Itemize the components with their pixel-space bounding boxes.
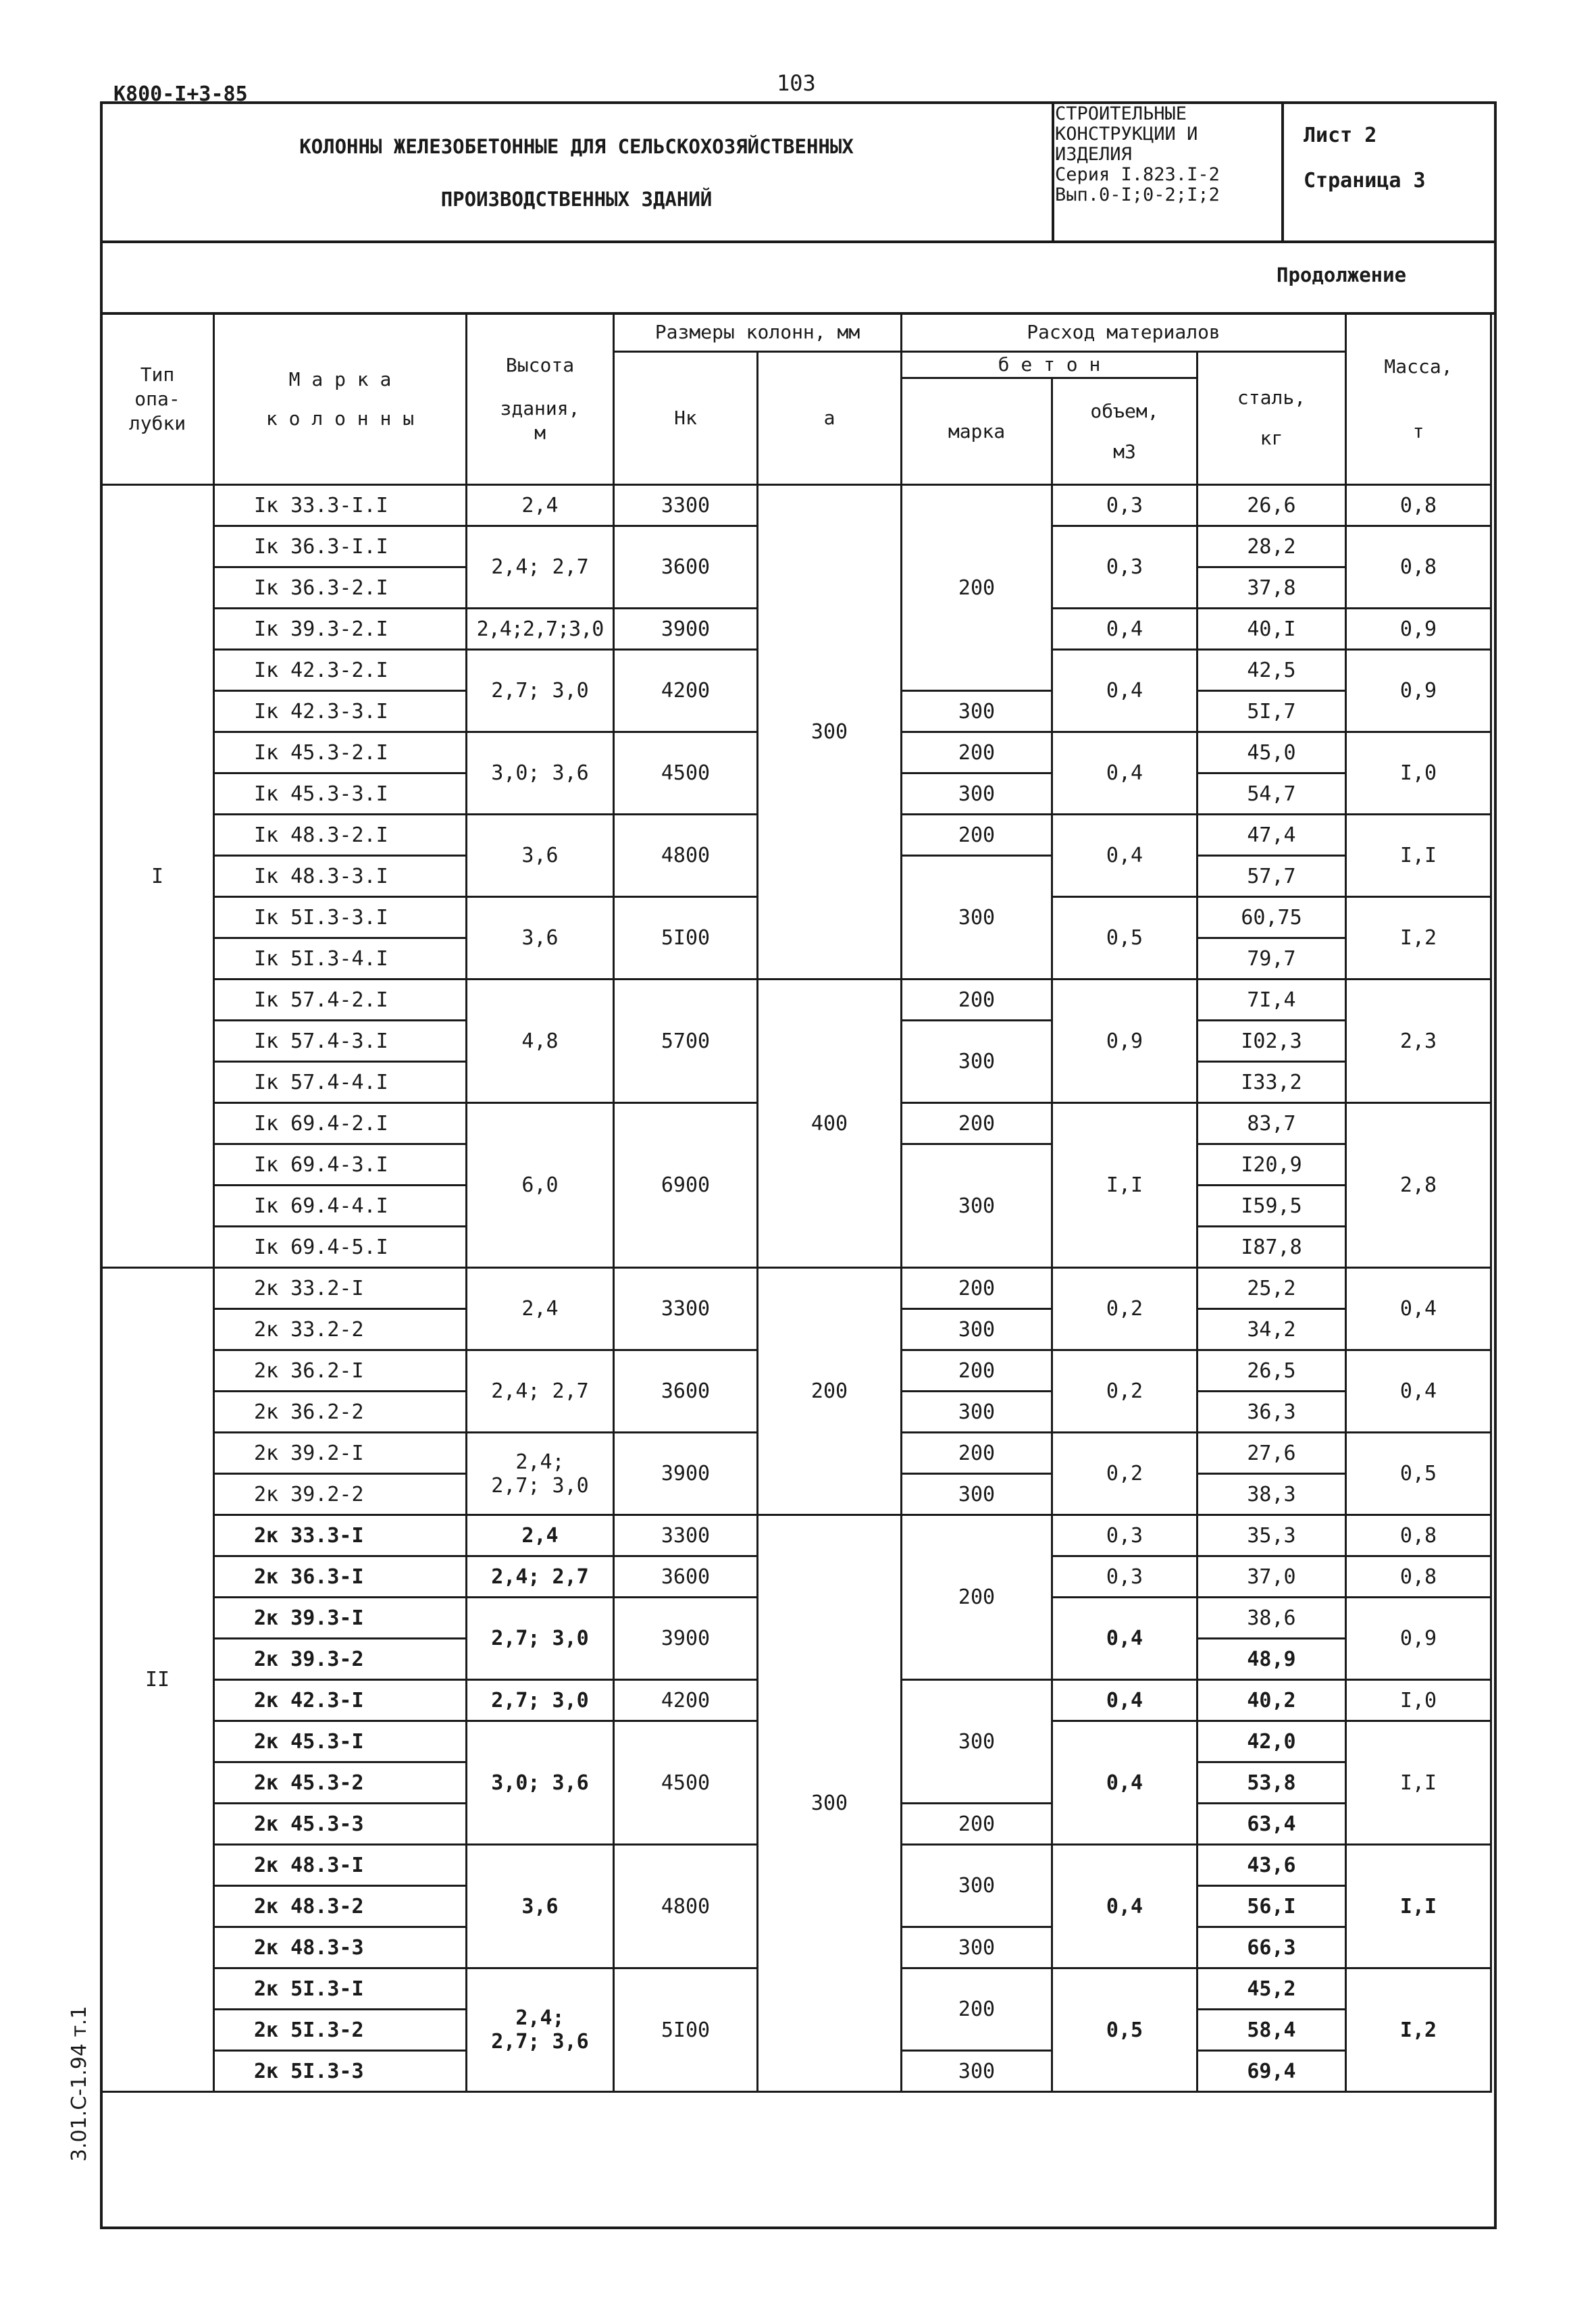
table-cell-mark: Iк 5I.3-4.I [214, 938, 467, 980]
table-cell-height: 2,4; 2,7 [467, 526, 614, 609]
table-cell-height: 2,4 [467, 485, 614, 526]
header-text: сталь, [1237, 386, 1306, 409]
page-number: 103 [777, 70, 816, 96]
table-cell-steel: 48,9 [1198, 1639, 1346, 1680]
table-cell-grade: 200 [902, 1968, 1052, 2051]
table-cell-height: 3,6 [467, 1845, 614, 1968]
table-cell-mark: 2к 33.2-I [214, 1268, 467, 1309]
table-cell-steel: 66,3 [1198, 1927, 1346, 1968]
table-cell-steel: 45,2 [1198, 1968, 1346, 2010]
table-cell-grade: 300 [902, 2051, 1052, 2092]
table-cell-volume: 0,5 [1052, 897, 1198, 980]
table-cell-volume: 0,4 [1052, 1598, 1198, 1680]
table-cell-height [467, 1433, 614, 1515]
table-cell-height: 6,0 [467, 1103, 614, 1268]
table-cell-height: 2,4 [467, 1268, 614, 1350]
table-cell-height: 3,6 [467, 815, 614, 897]
columns-table [100, 312, 1492, 2093]
document-title-line1: КОЛОННЫ ЖЕЛЕЗОБЕТОННЫЕ ДЛЯ СЕЛЬСКОХОЗЯЙСТВЕННЫХ [299, 135, 854, 158]
table-cell-volume: 0,2 [1052, 1268, 1198, 1350]
table-cell-mark: 2к 48.3-2 [214, 1886, 467, 1927]
table-cell-height: 4,8 [467, 980, 614, 1103]
sheet-label: Лист 2 [1304, 124, 1377, 147]
header-materials [902, 313, 1346, 352]
continuation-label: Продолжение [1277, 263, 1407, 286]
table-cell-steel: 79,7 [1198, 938, 1346, 980]
table-cell-mass: 0,4 [1346, 1350, 1491, 1433]
table-cell-grade: 300 [902, 1021, 1052, 1103]
series-line: Серия I.823.I-2 [1055, 164, 1220, 185]
table-cell-a: 400 [758, 980, 902, 1268]
table-cell-mark: Iк 48.3-2.I [214, 815, 467, 856]
table-cell-steel: 37,8 [1198, 567, 1346, 609]
table-cell-grade: 300 [902, 1309, 1052, 1350]
table-cell-steel: 69,4 [1198, 2051, 1346, 2092]
table-cell-grade: 300 [902, 1474, 1052, 1515]
type-cell: I [101, 485, 214, 1268]
table-cell-mass: I,0 [1346, 732, 1491, 815]
table-cell-mass: I,I [1346, 815, 1491, 897]
header-grade: марка [902, 378, 1052, 485]
header-text: Расход материалов [1027, 321, 1220, 343]
header-text: М а р к а [288, 367, 392, 390]
table-cell-hk: 3900 [614, 1433, 758, 1515]
table-cell-steel: 54,7 [1198, 773, 1346, 815]
document-title-line2: ПРОИЗВОДСТВЕННЫХ ЗДАНИЙ [440, 188, 713, 211]
table-cell-mass: 0,9 [1346, 609, 1491, 650]
table-cell-a: 200 [758, 1268, 902, 1515]
document-code: К800-I+3-85 [113, 82, 248, 106]
table-cell-hk: 5I00 [614, 897, 758, 980]
header-text: м3 [1113, 440, 1136, 463]
table-cell-height: 3,6 [467, 897, 614, 980]
header-height [467, 313, 614, 485]
table-cell-mark: Iк 69.4-2.I [214, 1103, 467, 1144]
height-line: 2,7; 3,6 [491, 2030, 589, 2054]
page-label: Страница 3 [1304, 169, 1426, 193]
table-cell-steel: I33,2 [1198, 1062, 1346, 1103]
table-cell-hk: 5I00 [614, 1968, 758, 2092]
header-text: Высота [505, 353, 575, 376]
table-cell-height: 2,7; 3,0 [467, 1680, 614, 1721]
header-text: к о л о н н ы [265, 407, 415, 430]
table-cell-steel: 42,0 [1198, 1721, 1346, 1762]
table-cell-mark: Iк 69.4-3.I [214, 1144, 467, 1186]
table-cell-steel: 42,5 [1198, 650, 1346, 691]
table-cell-mark: 2к 39.3-I [214, 1598, 467, 1639]
table-cell-grade: 200 [902, 1515, 1052, 1680]
table-cell-hk: 5700 [614, 980, 758, 1103]
table-cell-mark: 2к 45.3-3 [214, 1804, 467, 1845]
table-cell-mass: 2,3 [1346, 980, 1491, 1103]
table-cell-mass: 0,9 [1346, 1598, 1491, 1680]
table-cell-hk: 4800 [614, 815, 758, 897]
table-cell-grade: 300 [902, 856, 1052, 980]
table-cell-grade: 300 [902, 1144, 1052, 1268]
table-cell-mass: 0,5 [1346, 1433, 1491, 1515]
table-cell-hk: 4500 [614, 1721, 758, 1845]
table-cell-steel: 58,4 [1198, 2010, 1346, 2051]
header-text: Масса, [1384, 355, 1453, 378]
table-cell-steel: 26,6 [1198, 485, 1346, 526]
table-cell-steel: 40,I [1198, 609, 1346, 650]
series-line: КОНСТРУКЦИИ И [1055, 124, 1198, 145]
table-cell-grade: 300 [902, 773, 1052, 815]
table-cell-grade: 200 [902, 1103, 1052, 1144]
table-cell-hk: 4800 [614, 1845, 758, 1968]
table-cell-grade: 200 [902, 732, 1052, 773]
table-cell-mass: 0,8 [1346, 1515, 1491, 1556]
table-cell-steel: I02,3 [1198, 1021, 1346, 1062]
table-cell-hk: 6900 [614, 1103, 758, 1268]
height-line: 2,7; 3,0 [491, 1473, 589, 1498]
table-cell-hk: 3600 [614, 526, 758, 609]
table-cell-volume: 0,4 [1052, 609, 1198, 650]
table-cell-mark: Iк 45.3-3.I [214, 773, 467, 815]
table-cell-mark: Iк 39.3-2.I [214, 609, 467, 650]
header-text: Тип [140, 363, 175, 386]
table-cell-mass: 0,9 [1346, 650, 1491, 732]
table-cell-mark: 2к 5I.3-3 [214, 2051, 467, 2092]
header-text: объем, [1090, 399, 1159, 422]
table-cell-height [467, 1968, 614, 2092]
table-cell-grade: 300 [902, 1927, 1052, 1968]
table-cell-mass: I,0 [1346, 1680, 1491, 1721]
header-text: опа- [134, 387, 180, 410]
header-dims: Размеры колонн, мм [614, 313, 902, 352]
table-cell-grade: 200 [902, 1433, 1052, 1474]
header-mass [1346, 313, 1491, 485]
table-cell-steel: 5I,7 [1198, 691, 1346, 732]
table-cell-grade: 300 [902, 1680, 1052, 1804]
table-cell-mark: Iк 57.4-2.I [214, 980, 467, 1021]
table-cell-height: 2,4; 2,7 [467, 1350, 614, 1433]
table-cell-volume: 0,2 [1052, 1350, 1198, 1433]
table-cell-steel: 43,6 [1198, 1845, 1346, 1886]
table-cell-volume: 0,5 [1052, 1968, 1198, 2092]
table-cell-volume: 0,3 [1052, 485, 1198, 526]
table-cell-height: 2,7; 3,0 [467, 1598, 614, 1680]
table-cell-volume: 0,4 [1052, 1680, 1198, 1721]
table-cell-grade: 200 [902, 1350, 1052, 1392]
header-concrete: б е т о н [902, 352, 1198, 378]
header-hk: Нк [614, 352, 758, 485]
table-cell-height: 3,0; 3,6 [467, 732, 614, 815]
series-line: СТРОИТЕЛЬНЫЕ [1055, 103, 1187, 124]
header-divider [100, 240, 1497, 243]
table-cell-mark: Iк 48.3-3.I [214, 856, 467, 897]
table-cell-mark: Iк 36.3-2.I [214, 567, 467, 609]
table-cell-steel: 60,75 [1198, 897, 1346, 938]
table-cell-steel: 45,0 [1198, 732, 1346, 773]
height-line: 2,4; [515, 1450, 565, 1474]
table-cell-mass: I,I [1346, 1845, 1491, 1968]
header-steel [1198, 352, 1346, 485]
table-cell-steel: 38,6 [1198, 1598, 1346, 1639]
table-cell-steel: 56,I [1198, 1886, 1346, 1927]
table-cell-mass: 0,8 [1346, 485, 1491, 526]
table-cell-steel: 37,0 [1198, 1556, 1346, 1598]
table-cell-steel: I20,9 [1198, 1144, 1346, 1186]
table-cell-mark: 2к 36.2-I [214, 1350, 467, 1392]
table-cell-grade: 200 [902, 1268, 1052, 1309]
table-cell-mark: 2к 39.2-I [214, 1433, 467, 1474]
table-cell-mark: 2к 45.3-I [214, 1721, 467, 1762]
table-cell-hk: 4200 [614, 1680, 758, 1721]
header-mark [214, 313, 467, 485]
table-cell-steel: 53,8 [1198, 1762, 1346, 1804]
table-cell-grade: 300 [902, 1392, 1052, 1433]
table-cell-steel: 34,2 [1198, 1309, 1346, 1350]
table-cell-grade: 200 [902, 815, 1052, 856]
table-cell-volume: 0,4 [1052, 732, 1198, 815]
table-cell-grade: 300 [902, 691, 1052, 732]
table-cell-hk: 3300 [614, 485, 758, 526]
table-cell-grade: 200 [902, 1804, 1052, 1845]
table-cell-mark: 2к 39.3-2 [214, 1639, 467, 1680]
header-type [101, 313, 214, 485]
table-cell-volume: 0,4 [1052, 815, 1198, 897]
table-cell-mass: I,2 [1346, 1968, 1491, 2092]
table-cell-steel: 47,4 [1198, 815, 1346, 856]
table-cell-grade: 200 [902, 485, 1052, 691]
table-cell-mass: 0,4 [1346, 1268, 1491, 1350]
table-cell-volume: 0,4 [1052, 1721, 1198, 1845]
height-line: 2,4; [515, 2006, 565, 2030]
header-text: м [534, 421, 546, 444]
table-cell-grade: 200 [902, 980, 1052, 1021]
table-cell-mass: I,I [1346, 1721, 1491, 1845]
table-cell-mass: 2,8 [1346, 1103, 1491, 1268]
series-line: Вып.0-I;0-2;I;2 [1055, 184, 1220, 205]
table-cell-mark: 2к 45.3-2 [214, 1762, 467, 1804]
table-cell-height: 2,4; 2,7 [467, 1556, 614, 1598]
table-cell-mark: Iк 69.4-4.I [214, 1186, 467, 1227]
table-cell-steel: 83,7 [1198, 1103, 1346, 1144]
table-cell-steel: 57,7 [1198, 856, 1346, 897]
table-cell-a: 300 [758, 1515, 902, 2092]
table-cell-steel: I87,8 [1198, 1227, 1346, 1268]
table-cell-mark: Iк 69.4-5.I [214, 1227, 467, 1268]
table-cell-steel: 26,5 [1198, 1350, 1346, 1392]
table-cell-height: 2,7; 3,0 [467, 650, 614, 732]
table-cell-mark: Iк 45.3-2.I [214, 732, 467, 773]
header-text: кг [1260, 427, 1283, 449]
table-cell-hk: 4200 [614, 650, 758, 732]
table-cell-height: 3,0; 3,6 [467, 1721, 614, 1845]
table-cell-grade: 300 [902, 1845, 1052, 1927]
table-cell-steel: 38,3 [1198, 1474, 1346, 1515]
table-cell-steel: 35,3 [1198, 1515, 1346, 1556]
table-cell-mark: Iк 33.3-I.I [214, 485, 467, 526]
header-text: здания, [500, 397, 580, 419]
table-cell-hk: 3600 [614, 1556, 758, 1598]
table-cell-mark: Iк 57.4-3.I [214, 1021, 467, 1062]
table-cell-mark: Iк 42.3-2.I [214, 650, 467, 691]
table-cell-mark: 2к 36.3-I [214, 1556, 467, 1598]
table-cell-steel: I59,5 [1198, 1186, 1346, 1227]
table-cell-height: 2,4 [467, 1515, 614, 1556]
table-cell-mass: 0,8 [1346, 526, 1491, 609]
table-cell-volume: 0,3 [1052, 1556, 1198, 1598]
table-cell-a: 300 [758, 485, 902, 980]
table-cell-volume: 0,4 [1052, 650, 1198, 732]
table-cell-mark: Iк 36.3-I.I [214, 526, 467, 567]
table-cell-volume: 0,3 [1052, 1515, 1198, 1556]
table-cell-height: 2,4;2,7;3,0 [467, 609, 614, 650]
table-cell-steel: 36,3 [1198, 1392, 1346, 1433]
table-cell-mark: 2к 33.3-I [214, 1515, 467, 1556]
type-cell: II [101, 1268, 214, 2092]
table-cell-steel: 63,4 [1198, 1804, 1346, 1845]
table-cell-mark: 2к 5I.3-I [214, 1968, 467, 2010]
table-cell-steel: 7I,4 [1198, 980, 1346, 1021]
table-cell-mass: I,2 [1346, 897, 1491, 980]
series-line: ИЗДЕЛИЯ [1055, 144, 1132, 165]
table-cell-mark: 2к 33.2-2 [214, 1309, 467, 1350]
table-cell-mark: 2к 48.3-3 [214, 1927, 467, 1968]
header-volume [1052, 378, 1198, 485]
table-cell-volume: 0,2 [1052, 1433, 1198, 1515]
table-cell-steel: 28,2 [1198, 526, 1346, 567]
table-cell-steel: 25,2 [1198, 1268, 1346, 1309]
table-cell-steel: 40,2 [1198, 1680, 1346, 1721]
table-cell-volume: 0,9 [1052, 980, 1198, 1103]
table-cell-hk: 3900 [614, 1598, 758, 1680]
header-text: лубки [128, 411, 186, 434]
table-cell-mark: 2к 5I.3-2 [214, 2010, 467, 2051]
table-cell-mark: 2к 42.3-I [214, 1680, 467, 1721]
table-cell-volume: 0,3 [1052, 526, 1198, 609]
table-cell-mark: 2к 48.3-I [214, 1845, 467, 1886]
table-cell-mark: Iк 5I.3-3.I [214, 897, 467, 938]
series-block [1055, 104, 1281, 205]
table-cell-volume: 0,4 [1052, 1845, 1198, 1968]
table-cell-hk: 3600 [614, 1350, 758, 1433]
table-cell-mark: 2к 39.2-2 [214, 1474, 467, 1515]
header-a: а [758, 352, 902, 485]
table-cell-hk: 3300 [614, 1268, 758, 1350]
header-column-divider [1281, 101, 1284, 242]
table-cell-hk: 3900 [614, 609, 758, 650]
table-cell-hk: 4500 [614, 732, 758, 815]
table-cell-steel: 27,6 [1198, 1433, 1346, 1474]
header-text: т [1412, 419, 1424, 442]
table-cell-mark: 2к 36.2-2 [214, 1392, 467, 1433]
side-stamp: 3.01.C-1.94 т.1 [68, 2006, 91, 2162]
table-cell-mass: 0,8 [1346, 1556, 1491, 1598]
header-column-divider [1052, 101, 1054, 242]
table-cell-hk: 3300 [614, 1515, 758, 1556]
table-cell-mark: Iк 42.3-3.I [214, 691, 467, 732]
table-cell-volume: I,I [1052, 1103, 1198, 1268]
table-cell-mark: Iк 57.4-4.I [214, 1062, 467, 1103]
